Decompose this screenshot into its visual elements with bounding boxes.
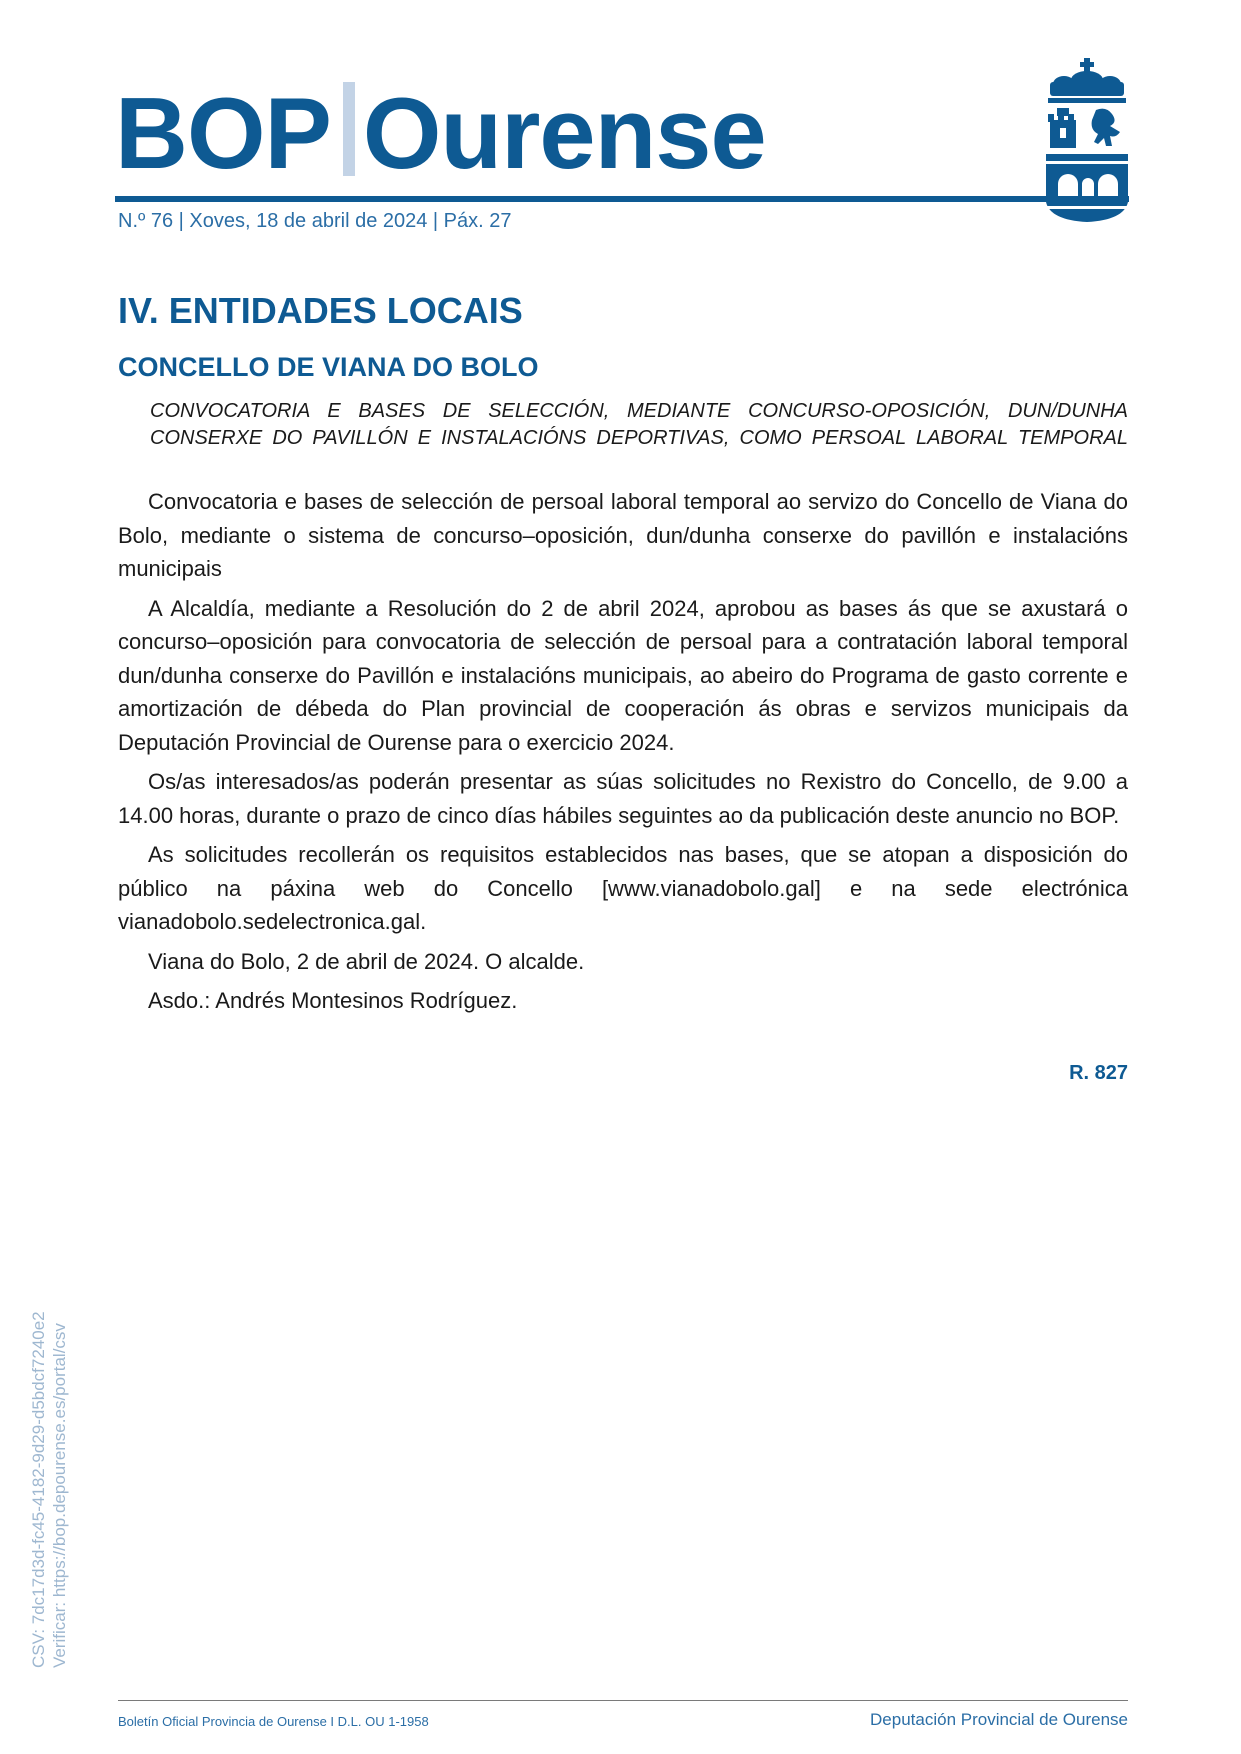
body-paragraph: As solicitudes recollerán os requisitos establecidos nas bases, que se atopan a disposición do público na páxina web do Concello [www.vianadobolo.gal] e na sede electrónica vianadobolo.sedelectronica.gal. xyxy=(118,842,1128,934)
header-rule xyxy=(115,196,1129,202)
summary-line-1: CONVOCATORIA E BASES DE SELECCIÓN, MEDIANTE CONCURSO-OPOSICIÓN, DUN/DUNHA xyxy=(150,400,1128,422)
footer-publisher: Deputación Provincial de Ourense xyxy=(870,1710,1128,1729)
masthead-title-ourense: Ourense xyxy=(362,78,766,190)
registry-reference: R. 827 xyxy=(1069,1062,1128,1084)
coat-of-arms-icon xyxy=(1044,58,1130,224)
footer-legal: Boletín Oficial Provincia de Ourense I D.L. OU 1-1958 xyxy=(118,1714,429,1729)
body-paragraph: A Alcaldía, mediante a Resolución do 2 de abril 2024, aprobou as bases ás que se axustará o concurso–oposición para convocatoria de selección de persoal para a contratación laboral temporal dun/dunha conserxe do Pavillón e instalacións municipais, ao abeiro do Programa de gasto corrente e amortización de débeda do Plan provincial de cooperación ás obras e servizos municipais da Deputación Provincial de Ourense para o exercicio 2024. xyxy=(118,595,1128,755)
body-paragraph: Viana do Bolo, 2 de abril de 2024. O alcalde. xyxy=(148,948,585,974)
masthead-separator xyxy=(343,82,355,176)
announcement-summary xyxy=(150,398,1128,452)
masthead-title-bop: BOP xyxy=(115,78,331,190)
section-heading: IV. ENTIDADES LOCAIS xyxy=(118,290,523,331)
announcement-body xyxy=(118,485,1128,1024)
verification-stamp xyxy=(28,1311,70,1668)
csv-code: CSV: 7dc17d3d-fc45-4182-9d29-d5bdcf7240e2 xyxy=(29,1311,48,1668)
body-paragraph: Convocatoria e bases de selección de persoal laboral temporal ao servizo do Concello de Viana do Bolo, mediante o sistema de concurso–oposición, dun/dunha conserxe do pavillón e instalacións municipais xyxy=(118,489,1128,581)
masthead-title xyxy=(115,78,766,190)
verify-url: Verificar: https://bop.depourense.es/portal/csv xyxy=(50,1323,69,1668)
summary-line-2: CONSERXE DO PAVILLÓN E INSTALACIÓNS DEPORTIVAS, COMO PERSOAL LABORAL TEMPORAL xyxy=(150,427,1128,449)
issue-line: N.º 76 | Xoves, 18 de abril de 2024 | Páx. 27 xyxy=(118,210,512,232)
body-paragraph: Asdo.: Andrés Montesinos Rodríguez. xyxy=(148,988,518,1013)
body-paragraph: Os/as interesados/as poderán presentar as súas solicitudes no Rexistro do Concello, de 9.00 a 14.00 horas, durante o prazo de cinco días hábiles seguintes ao da publicación deste anuncio no BOP. xyxy=(118,769,1128,828)
footer-rule xyxy=(118,1700,1128,1701)
entity-heading: CONCELLO DE VIANA DO BOLO xyxy=(118,352,539,382)
